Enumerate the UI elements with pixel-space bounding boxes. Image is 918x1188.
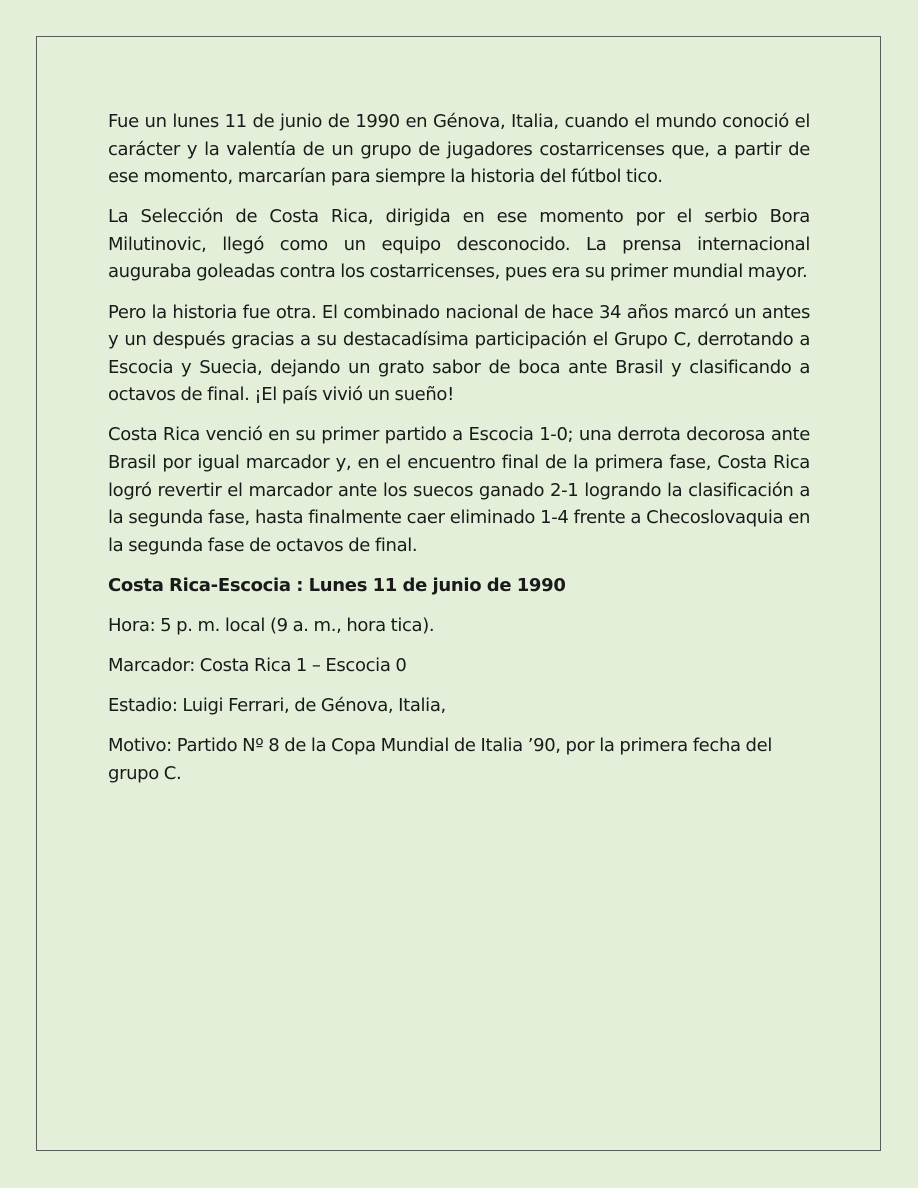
detail-estadio: Estadio: Luigi Ferrari, de Génova, Italia, xyxy=(108,695,446,717)
detail-marcador: Marcador: Costa Rica 1 – Escocia 0 xyxy=(108,655,407,677)
paragraph-seleccion: La Selección de Costa Rica, dirigida en ese momento por el serbio Bora Milutinovic, llegó como un equipo desconocido. La prensa internacional auguraba goleadas contra los costarricenses, pues era su primer mundial mayor. xyxy=(108,206,810,283)
paragraph-intro: Fue un lunes 11 de junio de 1990 en Génova, Italia, cuando el mundo conoció el carácter y la valentía de un grupo de jugadores costarricenses que, a partir de ese momento, marcarían para siempre la historia del fútbol tico. xyxy=(108,111,810,188)
paragraph-historia: Pero la historia fue otra. El combinado nacional de hace 34 años marcó un antes y un después gracias a su destacadísima participación el Grupo C, derrotando a Escocia y Suecia, dejando un grato sabor de boca ante Brasil y clasificando a octavos de final. ¡El país vivió un sueño! xyxy=(108,301,810,406)
detail-hora: Hora: 5 p. m. local (9 a. m., hora tica). xyxy=(108,615,435,636)
match-heading: Costa Rica-Escocia : Lunes 11 de junio de 1990 xyxy=(108,574,566,596)
document-body xyxy=(108,108,810,800)
detail-motivo: Motivo: Partido Nº 8 de la Copa Mundial de Italia ’90, por la primera fecha del grupo C. xyxy=(108,735,773,784)
paragraph-resultados: Costa Rica venció en su primer partido a Escocia 1-0; una derrota decorosa ante Brasil por igual marcador y, en el encuentro final de la primera fase, Costa Rica logró revertir el marcador ante los suecos ganado 2-1 logrando la clasificación a la segunda fase, hasta finalmente caer eliminado 1-4 frente a Checoslovaquia en la segunda fase de octavos de final. xyxy=(108,424,810,556)
